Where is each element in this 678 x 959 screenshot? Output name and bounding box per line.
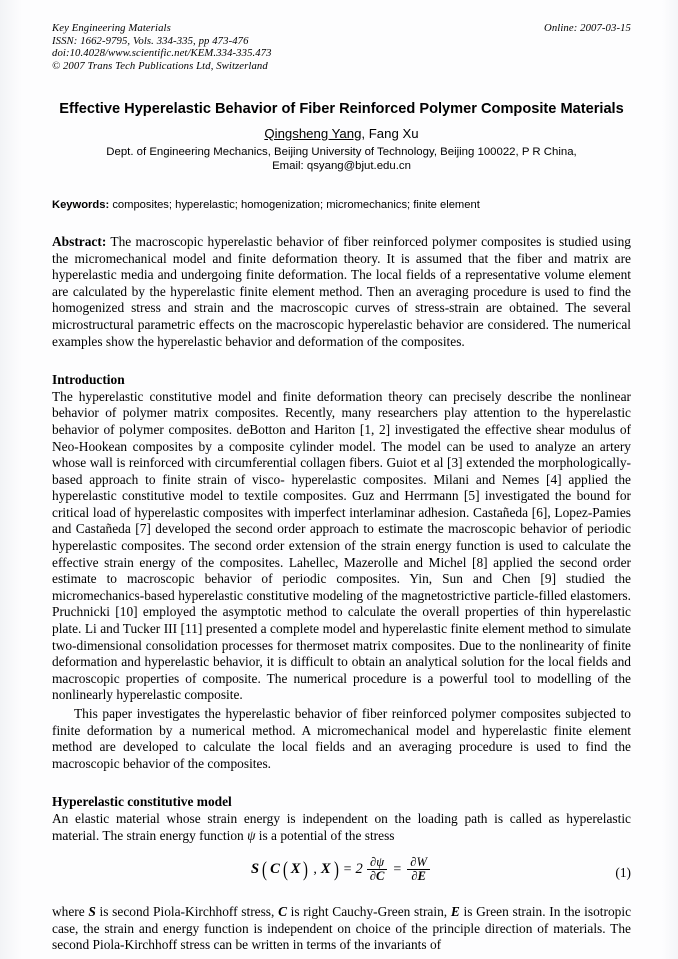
eq1-inner-open-paren: ( [282, 857, 288, 882]
after-eq-symbol-c: C [278, 904, 287, 920]
affiliation-line-1: Dept. of Engineering Mechanics, Beijing University of Technology, Beijing 100022, P R China, [106, 145, 577, 158]
section-heading-introduction: Introduction [52, 372, 125, 388]
journal-doi-line: doi:10.4028/www.scientific.net/KEM.334-335.473 [52, 47, 272, 60]
eq1-close-paren: ) [333, 857, 339, 882]
eq1-coefficient: 2 [355, 861, 363, 878]
keywords-line [52, 198, 631, 212]
eq1-equals-1: = [343, 861, 352, 877]
hyperelastic-after-equation-paragraph [52, 904, 631, 954]
eq1-frac2-numerator: ∂W [410, 855, 427, 870]
eq1-inner-close-paren: ) [303, 857, 309, 882]
eq1-symbol-s: S [251, 861, 260, 878]
introduction-paragraph-1: The hyperelastic constitutive model and finite deformation theory can precisely describe the nonlinear behavior of polymer matrix composites. Recently, many researchers play attention to the hyperelastic behavior of polymer composites. deBotton and Hariton [1, 2] investigated the effective shear modulus of Neo-Hookean composites by a composite cylinder model. The model can be used to analyze an artery whose wall is reinforced with circumferential collagen fibers. Guiot et al [3] extended the morphologically-based approach to finite strain of visco- hyperelastic composites. Milani and Nemes [4] applied the hyperelastic constitutive model to textile composites. Guz and Herrmann [5] investigated the bound for critical load of hyperelastic composites with imperfect interlaminar adhesion. Castañeda [6], Lopez-Pamies and Castañeda [7] developed the second order approach to estimate the macroscopic behavior of periodic hyperelastic composites. The second order extension of the strain energy function is used to calculate the effective strain energy of the composites. Lahellec, Mazerolle and Michel [8] applied the second order estimate to macroscopic behavior of periodic composites. Yin, Sun and Chen [9] studied the micromechanics-based hyperelastic constitutive modeling of the magnetostrictive particle-filled elastomers. Pruchnicki [10] employed the asymptotic method to calculate the overall properties of thin hyperelastic plate. Li and Tucker III [11] presented a complete model and hyperelastic finite element method to simulate two-dimensional consolidation processes for thermoset matrix composites. Due to the nonlinearity of finite deformation and hyperelastic behavior, it is difficult to obtain an analytical solution for the local fields and macroscopic properties of composite. The numerical procedure is a powerful tool to modelling of the nonlinearly hyperelastic composite. [52, 388, 631, 703]
psi-symbol: ψ [247, 827, 256, 843]
keywords-value: composites; hyperelastic; homogenization; micromechanics; finite element [112, 198, 480, 211]
journal-issn-line: ISSN: 1662-9795, Vols. 334-335, pp 473-476 [52, 34, 249, 47]
online-date: Online: 2007-03-15 [544, 22, 631, 34]
after-eq-symbol-s: S [88, 904, 96, 920]
eq1-symbol-x2: X [320, 861, 331, 878]
keywords-label: Keywords: [52, 198, 110, 211]
eq1-symbol-c: C [270, 861, 280, 878]
eq1-open-paren: ( [262, 857, 268, 882]
eq1-equals-2: = [393, 861, 402, 877]
author-primary: Qingsheng Yang [264, 125, 362, 141]
hyperelastic-intro-part2: is a potential of the stress [255, 827, 395, 843]
after-eq-part4: is Green strain. In the isotropic case, the strain and energy function is independent on choice of the principle direction of materials. The second Piola-Kirchhoff stress can be written in terms of the invariants of [52, 904, 632, 953]
affiliation-email-line: Email: qsyang@bjut.edu.cn [272, 160, 411, 173]
eq1-frac1-denominator: ∂C [369, 869, 385, 884]
section-heading-hyperelastic-model: Hyperelastic constitutive model [52, 794, 232, 810]
affiliation [52, 145, 631, 174]
abstract-paragraph [52, 234, 631, 350]
after-eq-part1: where [52, 904, 89, 920]
journal-copyright-line: © 2007 Trans Tech Publications Ltd, Switzerland [52, 59, 268, 72]
eq1-frac1-numerator: ∂ψ [370, 855, 385, 870]
hyperelastic-intro-paragraph [52, 811, 631, 844]
equation-1-row [52, 856, 631, 894]
eq1-fraction-2 [407, 856, 430, 883]
abstract-label: Abstract: [52, 233, 107, 249]
after-eq-symbol-e: E [450, 904, 460, 920]
hyperelastic-intro-part1: An elastic material whose strain energy is independent on the loading path is called as hyperelastic material. The strain energy function [52, 810, 631, 843]
after-eq-part3: is right Cauchy-Green strain, [287, 904, 451, 920]
eq1-comma: , [313, 861, 317, 877]
introduction-paragraph-2: This paper investigates the hyperelastic behavior of fiber reinforced polymer composites subjected to finite deformation by a numerical method. A micromechanical model and hyperelastic finite element method are developed to calculate the local fields and an averaging procedure is used to find the macroscopic behavior of the composites. [52, 706, 631, 771]
abstract-text: The macroscopic hyperelastic behavior of fiber reinforced polymer composites is studied using the micromechanical model and finite deformation theory. It is assumed that the fiber and matrix are hyperelastic media and undergoing finite deformation. The local fields of a representative volume element are calculated by the hyperelastic finite element method. Then an averaging procedure is used to find the homogenized stress and strain and the macroscopic curves of stress-strain are obtained. The several microstructural parametric effects on the macroscopic hyperelastic behavior are considered. The numerical examples show the hyperelastic behavior and deformation of the composites. [52, 233, 631, 349]
journal-name: Key Engineering Materials [52, 22, 171, 34]
equation-1 [52, 856, 631, 883]
journal-header [52, 22, 631, 72]
after-eq-part2: is second Piola-Kirchhoff stress, [95, 904, 279, 920]
author-list [52, 125, 631, 142]
eq1-fraction-1 [367, 856, 388, 883]
equation-1-number: (1) [615, 865, 631, 881]
page-title: Effective Hyperelastic Behavior of Fiber Reinforced Polymer Composite Materials [59, 101, 624, 118]
eq1-symbol-x1: X [290, 861, 301, 878]
eq1-frac2-denominator: ∂E [411, 869, 426, 884]
author-secondary: , Fang Xu [361, 125, 419, 141]
